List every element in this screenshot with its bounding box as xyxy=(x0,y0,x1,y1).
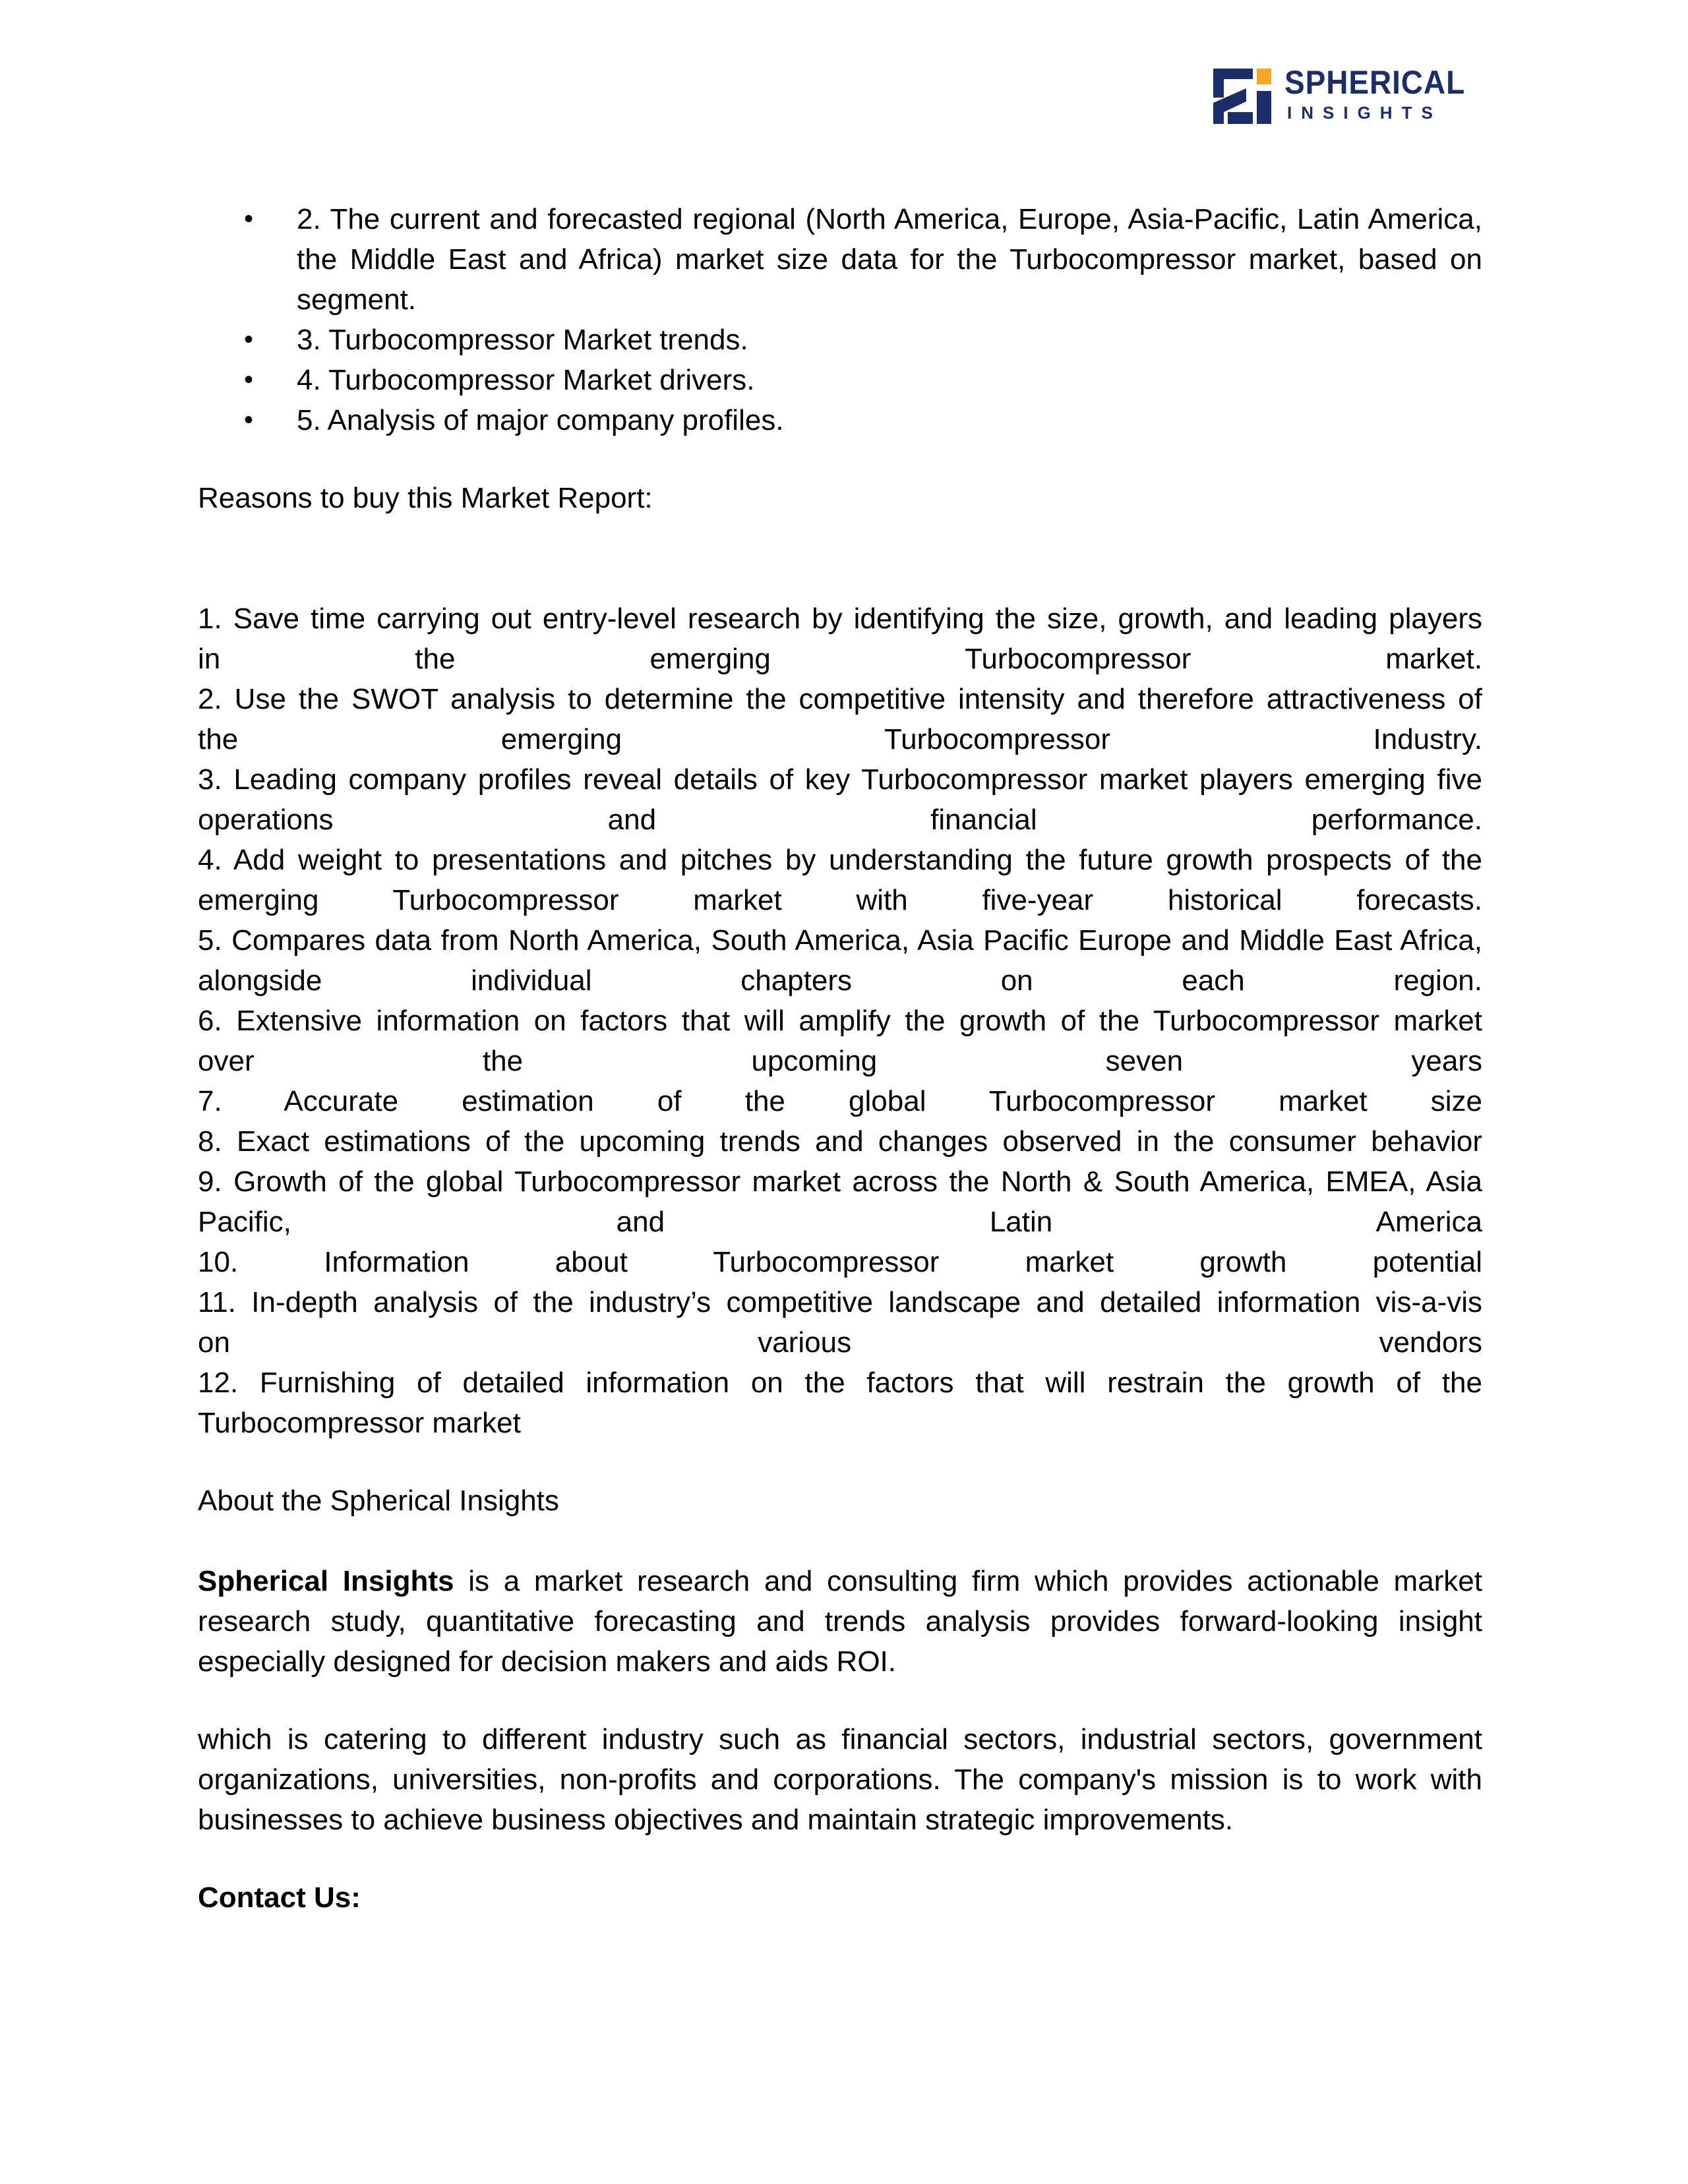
spherical-insights-logo xyxy=(1213,66,1477,125)
reason-line: on various vendors xyxy=(198,1326,1482,1359)
list-item: • 5. Analysis of major company profiles. xyxy=(198,400,1482,440)
logo-mark-icon xyxy=(1213,69,1273,124)
list-item: • 4. Turbocompressor Market drivers. xyxy=(198,360,1482,400)
reason-line: over the upcoming seven years xyxy=(198,1045,1482,1077)
report-contents-list xyxy=(198,199,1482,440)
reason-line: 8. Exact estimations of the upcoming trends and changes observed in the consumer behavior xyxy=(198,1125,1482,1158)
reason-line: 3. Leading company profiles reveal details of key Turbocompressor market players emerging five xyxy=(198,763,1482,796)
about-paragraph xyxy=(198,1561,1482,1682)
document-body xyxy=(198,199,1482,1918)
list-item: • 3. Turbocompressor Market trends. xyxy=(198,320,1482,360)
reason-line: alongside individual chapters on each region. xyxy=(198,964,1482,997)
reason-line: in the emerging Turbocompressor market. xyxy=(198,643,1482,675)
reason-line: 10. Information about Turbocompressor market growth potential xyxy=(198,1246,1482,1278)
logo-word-spherical: SPHERICAL xyxy=(1284,64,1466,101)
reason-line: 1. Save time carrying out entry-level research by identifying the size, growth, and leading players xyxy=(198,603,1482,635)
logo-word-insights: INSIGHTS xyxy=(1287,103,1442,123)
reasons-list xyxy=(198,599,1482,1443)
reasons-heading: Reasons to buy this Market Report: xyxy=(198,482,653,514)
list-item: • 2. The current and forecasted regional (North America, Europe, Asia-Pacific, Latin America, the Middle East and Africa) market size data for the Turbocompressor market, based on segment. xyxy=(198,199,1482,320)
reason-line: Turbocompressor market xyxy=(198,1407,521,1439)
reason-line: 5. Compares data from North America, South America, Asia Pacific Europe and Middle East Africa, xyxy=(198,924,1482,957)
contact-heading: Contact Us: xyxy=(198,1881,361,1914)
reason-line: 9. Growth of the global Turbocompressor market across the North & South America, EMEA, Asia xyxy=(198,1166,1482,1198)
reason-line: 4. Add weight to presentations and pitches by understanding the future growth prospects of the xyxy=(198,844,1482,876)
reason-line: 12. Furnishing of detailed information on the factors that will restrain the growth of the xyxy=(198,1367,1482,1399)
reason-line: the emerging Turbocompressor Industry. xyxy=(198,723,1482,755)
reason-line: 6. Extensive information on factors that will amplify the growth of the Turbocompressor market xyxy=(198,1005,1482,1037)
reason-line: operations and financial performance. xyxy=(198,804,1482,836)
catering-paragraph: which is catering to different industry such as financial sectors, industrial sectors, government organizations, universities, non-profits and corporations. The company's mission is to work with businesses to achieve business objectives and maintain strategic improvements. xyxy=(198,1723,1482,1836)
reason-line: 11. In-depth analysis of the industry’s competitive landscape and detailed information vis-a-vis xyxy=(198,1286,1482,1318)
company-name: Spherical Insights xyxy=(198,1565,454,1597)
reason-line: 2. Use the SWOT analysis to determine the competitive intensity and therefore attractiveness of xyxy=(198,683,1482,715)
reason-line: 7. Accurate estimation of the global Turbocompressor market size xyxy=(198,1085,1482,1117)
reason-line: emerging Turbocompressor market with five-year historical forecasts. xyxy=(198,884,1482,916)
reason-line: Pacific, and Latin America xyxy=(198,1206,1482,1238)
about-heading: About the Spherical Insights xyxy=(198,1485,559,1517)
about-text: is a market research and consulting firm which provides actionable market research study, quantitative forecasting and trends analysis provides forward-looking insight especially designed for decision makers and aids ROI. xyxy=(198,1565,1483,1678)
